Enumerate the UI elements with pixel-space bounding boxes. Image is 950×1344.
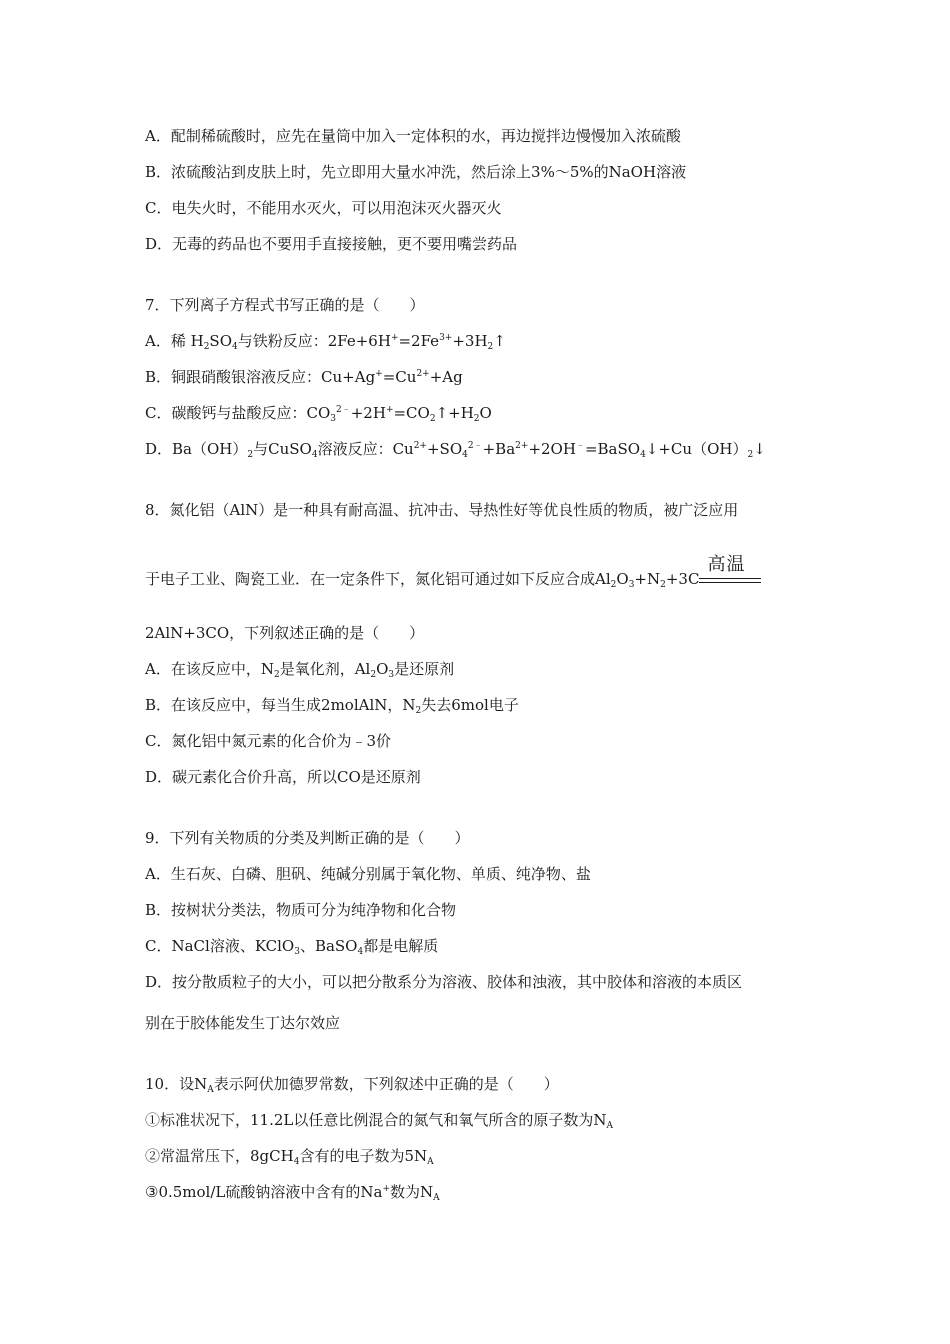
q6-option-a: A．配制稀硫酸时，应先在量筒中加入一定体积的水，再边搅拌边慢慢加入浓硫酸 [145, 127, 681, 145]
q7-option-c: C．碳酸钙与盐酸反应：$CO_3^{2﹣}+2H^+=CO_2↑+H_2O$ [145, 404, 492, 424]
q9-option-d-line2: 别在于胶体能发生丁达尔效应 [145, 1014, 341, 1032]
q7-stem: 7．下列离子方程式书写正确的是（ ） [145, 296, 425, 314]
q10-item-1: ①标准状况下，11.2L以任意比例混合的氮气和氧气所含的原子数为$N_A$ [145, 1111, 613, 1131]
q7-option-d: D．$Ba(OH)_2$与CuSO$_4$溶液反应：$Cu^{2+}+SO_4^{2﹣}+Ba^{2+}+2OH^﹣=BaSO_4↓+Cu(OH)_2↓$ [145, 440, 766, 460]
q9-option-d-line1: D．按分散质粒子的大小，可以把分散系分为溶液、胶体和浊液，其中胶体和溶液的本质区 [145, 973, 743, 991]
q7-option-b: B．铜跟硝酸银溶液反应：$Cu+Ag^+=Cu^{2+}+Ag$ [145, 368, 463, 386]
q8-option-b: B．在该反应中，每当生成2molAlN，$N_2$失去6mol电子 [145, 696, 519, 716]
q8-option-c: C．氮化铝中氮元素的化合价为﹣3价 [145, 732, 392, 750]
q9-option-a: A．生石灰、白磷、胆矾、纯碱分别属于氧化物、单质、纯净物、盐 [145, 865, 591, 883]
q6-option-b: B．浓硫酸沾到皮肤上时，先立即用大量水冲洗，然后涂上3%～5%的NaOH溶液 [145, 163, 687, 181]
q9-option-b: B．按树状分类法，物质可分为纯净物和化合物 [145, 901, 457, 919]
q6-option-c: C．电失火时，不能用水灭火，可以用泡沫灭火器灭火 [145, 199, 502, 217]
q8-stem-line1: 8．氮化铝（AlN）是一种具有耐高温、抗冲击、导热性好等优良性质的物质，被广泛应用 [145, 501, 739, 519]
q8-stem-line3: 2AlN+3CO，下列叙述正确的是（ ） [145, 624, 425, 642]
q10-stem: 10．设$N_A$表示阿伏加德罗常数，下列叙述中正确的是（ ） [145, 1075, 559, 1095]
q8-option-d: D．碳元素化合价升高，所以CO是还原剂 [145, 768, 421, 786]
q7-option-a: A．稀 $H_2SO_4$与铁粉反应：$2Fe+6H^+=2Fe^{3+}+3H_2↑$ [145, 332, 506, 352]
q8-stem-line2: 于电子工业、陶瓷工业．在一定条件下，氮化铝可通过如下反应合成$Al_2O_3+N_2+3C$ 高温 [145, 569, 761, 589]
q9-option-c: C．NaCl溶液、KClO$_3$、BaSO$_4$都是电解质 [145, 937, 439, 957]
q9-stem: 9．下列有关物质的分类及判断正确的是（ ） [145, 829, 470, 847]
reaction-condition-arrow [699, 554, 761, 589]
q8-option-a: A．在该反应中，$N_2$是氧化剂，$Al_2O_3$是还原剂 [145, 660, 455, 680]
q10-item-2: ②常温常压下，8gCH$_4$含有的电子数为$5N_A$ [145, 1147, 434, 1167]
q6-option-d: D．无毒的药品也不要用手直接接触，更不要用嘴尝药品 [145, 235, 518, 253]
q10-item-3: ③0.5mol/L硫酸钠溶液中含有的Na+数为$N_A$ [145, 1183, 440, 1203]
reaction-condition-label: 高温 [707, 554, 746, 575]
